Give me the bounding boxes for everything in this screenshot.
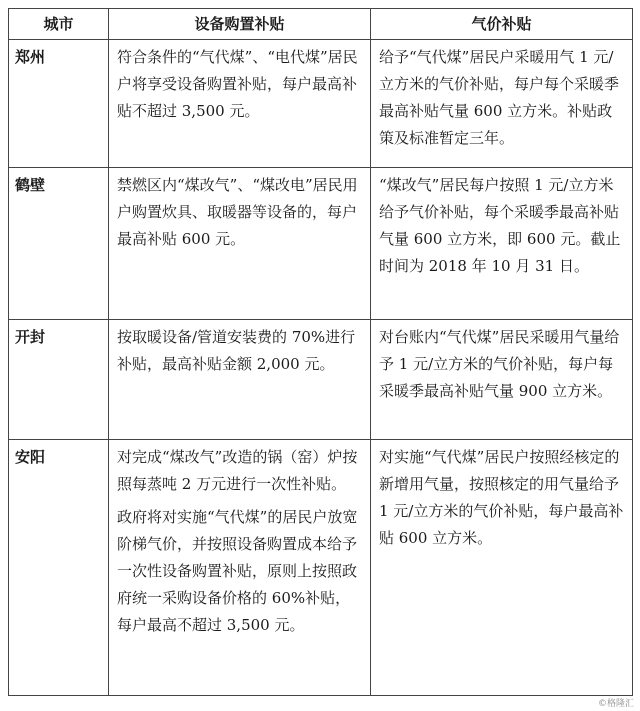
equipment-cell (109, 168, 371, 320)
header-equipment-subsidy: 设备购置补贴 (109, 9, 371, 40)
cell-paragraph: 给予“气代煤”居民户采暖用气 1 元/立方米的气价补贴，每户每个采暖季最高补贴气量 600 立方米。补贴政策及标准暂定三年。 (379, 48, 620, 147)
cell-paragraph: 对台账内“气代煤”居民采暖用气量给予 1 元/立方米的气价补贴，每户每采暖季最高补贴气量 900 立方米。 (379, 328, 620, 400)
cell-paragraph: “煤改气”居民每户按照 1 元/立方米给予气价补贴，每个采暖季最高补贴气量 600 立方米，即 600 元。截止时间为 2018 年 10 月 31 日。 (379, 176, 621, 275)
cell-paragraph: 符合条件的“气代煤”、“电代煤”居民户将享受设备购置补贴，每户最高补贴不超过 3,500 元。 (117, 48, 358, 120)
table-row (9, 40, 633, 168)
header-row (9, 9, 633, 40)
cell-paragraph: 禁燃区内“煤改气”、“煤改电”居民用户购置炊具、取暖器等设备的，每户最高补贴 600 元。 (117, 176, 358, 248)
cell-paragraph: 对完成“煤改气”改造的锅（窑）炉按照每蒸吨 2 万元进行一次性补贴。 (117, 448, 358, 493)
gas-cell (371, 168, 633, 320)
equipment-cell (109, 40, 371, 168)
cell-paragraph: 按取暖设备/管道安装费的 70%进行补贴，最高补贴金额 2,000 元。 (117, 328, 356, 373)
header-city: 城市 (9, 9, 109, 40)
subsidy-table (8, 8, 633, 696)
table-row (9, 320, 633, 440)
gas-cell (371, 440, 633, 696)
city-cell: 郑州 (9, 40, 109, 168)
city-cell: 鹤壁 (9, 168, 109, 320)
city-cell: 开封 (9, 320, 109, 440)
gas-cell (371, 40, 633, 168)
equipment-cell (109, 320, 371, 440)
equipment-cell (109, 440, 371, 696)
table-row (9, 440, 633, 696)
cell-paragraph: 对实施“气代煤”居民户按照经核定的新增用气量，按照核定的用气量给予 1 元/立方米的气价补贴，每户最高补贴 600 立方米。 (379, 448, 624, 547)
city-cell: 安阳 (9, 440, 109, 696)
watermark: ©格隆汇 (597, 699, 634, 709)
table-row (9, 168, 633, 320)
cell-paragraph: 政府将对实施“气代煤”的居民户放宽阶梯气价，并按照设备购置成本给予一次性设备购置补贴，原则上按照政府统一采购设备价格的 60%补贴，每户最高不超过 3,500 元。 (117, 508, 358, 634)
gas-cell (371, 320, 633, 440)
header-gas-price-subsidy: 气价补贴 (371, 9, 633, 40)
